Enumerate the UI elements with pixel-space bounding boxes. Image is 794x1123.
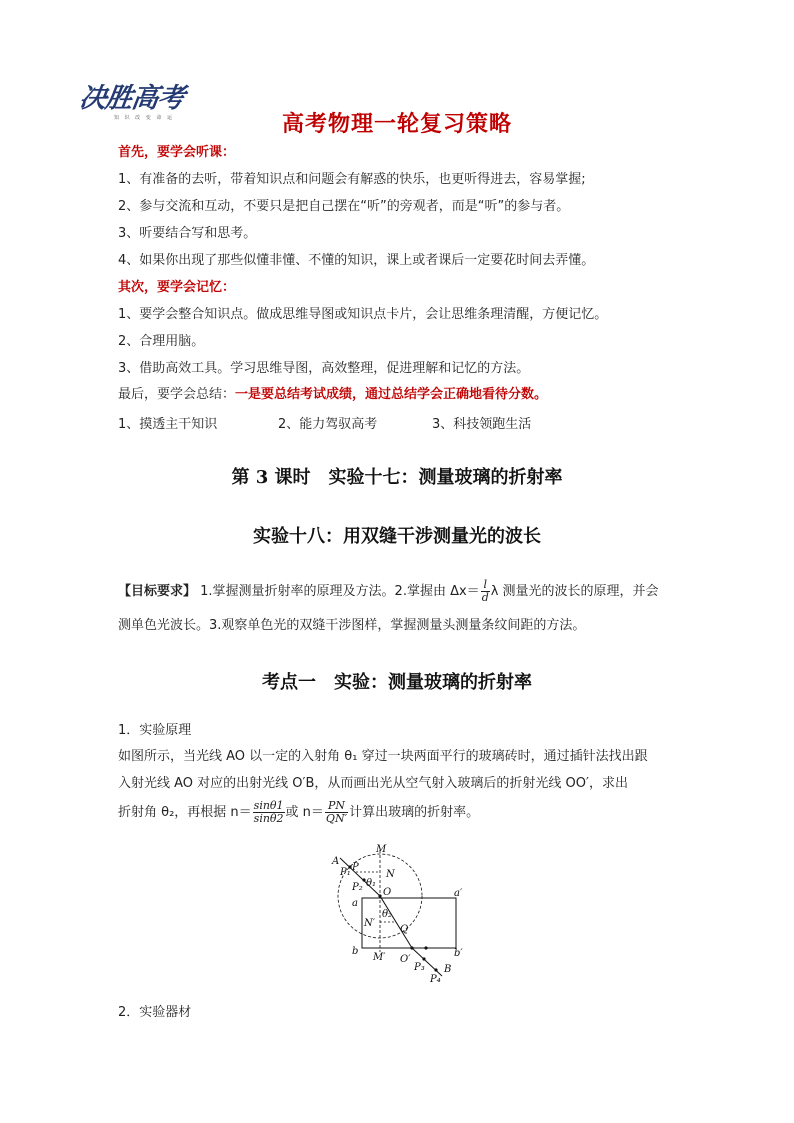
fraction-pn-ratio (325, 800, 348, 825)
list-item: 2、参与交流和互动，不要只是把自己摆在“听”的旁观者，而是“听”的参与者。 (118, 199, 570, 214)
point-o (378, 894, 381, 897)
tips-row (118, 413, 531, 432)
label-N: N (386, 869, 395, 880)
refraction-svg (326, 840, 476, 990)
label-P: P (352, 862, 359, 873)
list-item: 4、如果你出现了那些似懂非懂、不懂的知识，课上或者课后一定要花时间去弄懂。 (118, 253, 595, 268)
lesson-title: 第 3 课时 实验十七：测量玻璃的折射率 (231, 467, 563, 488)
label-Q: Q (400, 924, 409, 935)
tip-item: 2、能力驾驭高考 (278, 417, 378, 432)
label-O-prime: O′ (400, 954, 411, 965)
fraction-numerator: PN (325, 800, 348, 813)
label-M-prime: M′ (373, 952, 386, 963)
principle-heading: 1．实验原理 (118, 723, 192, 738)
principle-line-3 (118, 800, 479, 825)
summary-emphasis: 一是要总结考试成绩，通过总结学会正确地看待分数。 (235, 387, 548, 402)
label-M: M (376, 844, 387, 855)
list-item: 1、有准备的去听，带着知识点和问题会有解惑的快乐，也更听得进去，容易掌握; (118, 172, 586, 187)
label-b: b (352, 946, 359, 957)
fraction-denominator: d (481, 591, 489, 604)
section-heading-listening: 首先，要学会听课： (118, 145, 236, 160)
label-P1: P₁ (340, 867, 351, 878)
objectives-label: 【目标要求】 (118, 584, 197, 599)
summary-line (118, 387, 547, 403)
fraction-numerator: sinθ1 (253, 799, 284, 812)
list-item: 1、要学会整合知识点。做成思维导图或知识点卡片，会让思维条理清醒，方便记忆。 (118, 307, 608, 322)
summary-prefix: 最后，要学会总结： (118, 387, 236, 402)
fraction-denominator: sinθ2 (253, 812, 284, 825)
label-a: a (352, 898, 358, 909)
principle-line-2: 入射光线 AO 对应的出射光线 O′B，从而画出光从空气射入玻璃后的折射光线 OO′，求出 (118, 776, 628, 791)
glass-block (362, 898, 456, 948)
logo-text: 决胜高考 (77, 83, 186, 114)
lesson-subtitle: 实验十八：用双缝干涉测量光的波长 (253, 526, 541, 547)
label-theta2: θ₂ (382, 909, 393, 920)
label-a-prime: a′ (454, 888, 463, 899)
label-A: A (332, 856, 340, 867)
logo-tagline: 知 识 改 变 命 运 (114, 115, 174, 121)
objectives-line-2: 测单色光波长。3.观察单色光的双缝干涉图样，掌握测量头测量条纹间距的方法。 (118, 618, 586, 633)
principle-text: 或 n＝ (285, 805, 324, 820)
section-heading-memory: 其次，要学会记忆： (118, 280, 236, 295)
label-b-prime: b′ (454, 948, 463, 959)
objectives-text: 1.掌握测量折射率的原理及方法。2.掌握由 Δx＝ (200, 584, 480, 599)
label-B: B (444, 964, 452, 975)
list-item: 2、合理用脑。 (118, 334, 205, 349)
principle-line-1: 如图所示，当光线 AO 以一定的入射角 θ₁ 穿过一块两面平行的玻璃砖时，通过插针法找出跟 (118, 749, 648, 764)
principle-text: 计算出玻璃的折射率。 (349, 805, 480, 820)
label-theta1: θ₁ (366, 878, 377, 889)
label-N-prime: N′ (364, 918, 376, 929)
tip-item: 1、摸透主干知识 (118, 417, 218, 432)
principle-text: 折射角 θ₂，再根据 n＝ (118, 805, 252, 820)
point-o-prime (410, 946, 413, 949)
label-P3: P₃ (414, 962, 425, 973)
page-title: 高考物理一轮复习策略 (281, 112, 512, 137)
fraction-l-over-d (481, 579, 490, 604)
point-b-prime-mark (424, 946, 427, 949)
list-item: 3、听要结合写和思考。 (118, 226, 257, 241)
fraction-denominator: QN′ (325, 812, 348, 825)
pin-p3 (422, 957, 425, 960)
label-P2: P₂ (352, 882, 363, 893)
equipment-heading: 2．实验器材 (118, 1005, 192, 1020)
refraction-diagram (326, 840, 476, 994)
list-item: 3、借助高效工具。学习思维导图，高效整理，促进理解和记忆的方法。 (118, 361, 530, 376)
kaodian-title: 考点一 实验：测量玻璃的折射率 (262, 672, 532, 693)
label-P4: P₄ (430, 974, 441, 985)
fraction-sin-ratio (253, 800, 285, 825)
label-O: O (383, 887, 392, 898)
fraction-numerator: l (481, 579, 490, 592)
pin-p4 (434, 968, 437, 971)
tip-item: 3、科技领跑生活 (432, 417, 532, 432)
objectives-line-1 (118, 579, 659, 604)
objectives-text: λ 测量光的波长的原理，并会 (490, 584, 659, 599)
